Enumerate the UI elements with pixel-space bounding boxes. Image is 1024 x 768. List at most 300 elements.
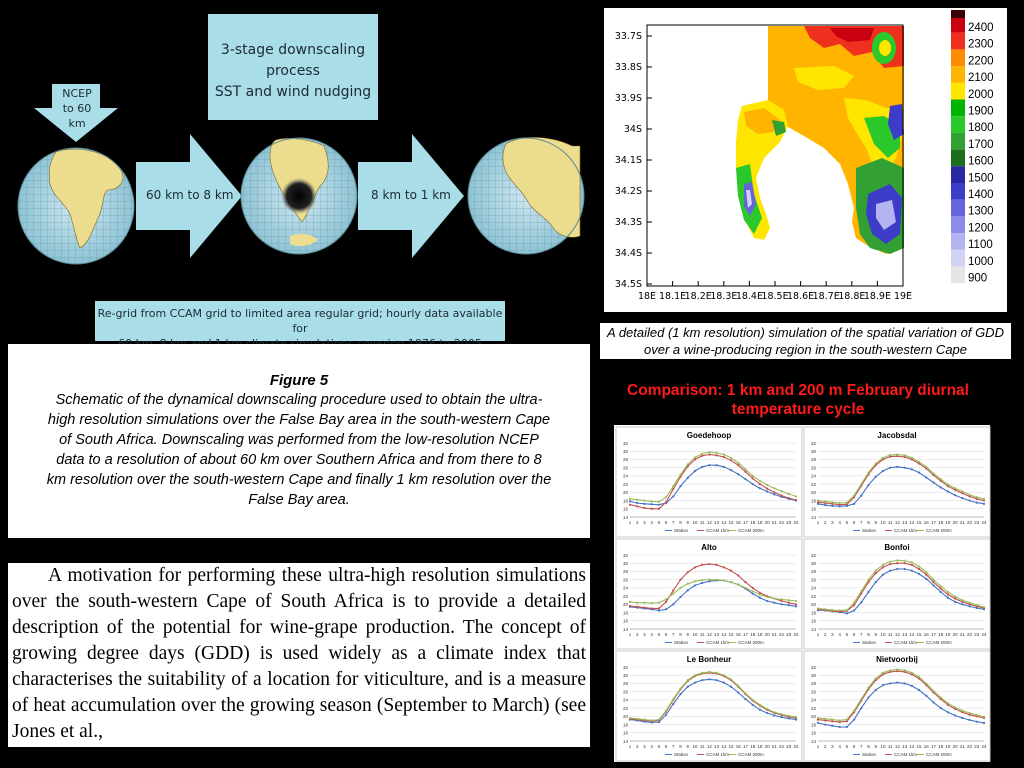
series-point [968, 602, 970, 604]
series-point [708, 579, 710, 581]
y-tick-label: 28 [622, 681, 628, 687]
x-tick-label: 7 [672, 520, 675, 525]
series-point [911, 561, 913, 563]
series-point [701, 453, 703, 455]
y-tick-label: 24 [810, 585, 816, 591]
series-point [679, 693, 681, 695]
series-point [932, 579, 934, 581]
x-tick-label: 3 [831, 520, 834, 525]
series-point [860, 590, 862, 592]
series-point [961, 490, 963, 492]
series-point [846, 726, 848, 728]
series-point [896, 559, 898, 561]
series-point [679, 596, 681, 598]
series-point [716, 679, 718, 681]
series-point [947, 597, 949, 599]
series-point [795, 495, 797, 497]
series-point [723, 579, 725, 581]
series-point [788, 715, 790, 717]
x-tick-label: 11 [887, 744, 893, 749]
series-point [744, 478, 746, 480]
y-tick-label: 26 [810, 465, 816, 471]
series-point [773, 597, 775, 599]
series-point [932, 472, 934, 474]
series-point [752, 483, 754, 485]
y-tick-label: 26 [622, 577, 628, 583]
series-point [759, 597, 761, 599]
series-point [780, 713, 782, 715]
map-x-tick-label: 18.5E [761, 291, 789, 302]
series-point [940, 585, 942, 587]
series-point [679, 474, 681, 476]
series-point [780, 598, 782, 600]
map-x-tick-label: 18.9E [863, 291, 891, 302]
series-point [976, 714, 978, 716]
x-tick-label: 2 [635, 632, 639, 637]
series-point [954, 494, 956, 496]
map-x-tick-label: 18.8E [838, 291, 866, 302]
series-point [752, 593, 754, 595]
x-tick-label: 23 [974, 520, 980, 525]
y-tick-label: 24 [622, 697, 628, 703]
x-tick-label: 16 [735, 632, 741, 637]
x-tick-label: 17 [930, 632, 936, 637]
series-point [853, 609, 855, 611]
series-point [846, 719, 848, 721]
series-point [658, 719, 660, 721]
map-y-tick-label: 34.3S [614, 217, 642, 228]
series-point [918, 461, 920, 463]
title-line: SST and wind nudging [214, 84, 372, 100]
x-tick-label: 10 [880, 520, 886, 525]
x-tick-label: 2 [823, 632, 827, 637]
legend-entry: Station [674, 752, 689, 757]
series-point [911, 564, 913, 566]
x-tick-label: 18 [750, 632, 756, 637]
x-tick-label: 6 [664, 520, 668, 525]
x-tick-label: 23 [974, 744, 980, 749]
y-tick-label: 32 [622, 552, 628, 558]
x-tick-label: 1 [816, 520, 820, 525]
x-tick-label: 22 [779, 520, 785, 525]
y-tick-label: 30 [622, 561, 628, 567]
series-point [679, 579, 681, 581]
series-point [737, 685, 739, 687]
x-tick-label: 13 [902, 520, 908, 525]
x-tick-label: 21 [771, 520, 777, 525]
series-point [672, 698, 674, 700]
series-point [976, 496, 978, 498]
series-point [759, 593, 761, 595]
figure-caption-text: Schematic of the dynamical downscaling procedure used to obtain the ultra-high resolution simulations over the False Bay area in the south-western Cape of South Africa. Downscaling was performed from the low-resolution NCEP data to a resolution of about 60 km over Southern Africa and from there to 8 km resolution over the south-western Cape and finally 1 km resolution over the False Bay area. [46, 392, 552, 508]
series-point [687, 571, 689, 573]
comparison-heading: Comparison: 1 km and 200 m February diurnal temperature cycle [627, 382, 969, 418]
series-point [687, 477, 689, 479]
series-point [875, 581, 877, 583]
x-tick-label: 12 [706, 520, 712, 525]
series-point [716, 564, 718, 566]
series-point [940, 591, 942, 593]
x-tick-label: 23 [786, 520, 792, 525]
legend-label: 1300 [968, 205, 994, 218]
series-point [701, 679, 703, 681]
series-point [723, 466, 725, 468]
map-caption: A detailed (1 km resolution) simulation of the spatial variation of GDD over a wine-producing region in the south-western Cape [600, 323, 1011, 359]
map-y-tick-label: 34.4S [614, 248, 642, 259]
x-tick-label: 21 [771, 744, 777, 749]
series-point [831, 501, 833, 503]
series-point [629, 605, 631, 607]
y-tick-label: 32 [810, 664, 816, 670]
series-point [737, 691, 739, 693]
x-tick-label: 17 [742, 744, 748, 749]
diurnal-chart [616, 427, 802, 537]
series-point [882, 564, 884, 566]
y-tick-label: 22 [810, 593, 816, 599]
diurnal-chart [804, 427, 990, 537]
series-point [737, 473, 739, 475]
series-point [904, 568, 906, 570]
series-point [679, 687, 681, 689]
series-point [904, 562, 906, 564]
diurnal-chart [804, 539, 990, 649]
series-point [658, 602, 660, 604]
y-tick-label: 32 [810, 552, 816, 558]
series-point [744, 692, 746, 694]
x-tick-label: 21 [959, 520, 965, 525]
gdd-map-field [736, 26, 904, 254]
legend-label: 1200 [968, 222, 994, 235]
series-point [658, 501, 660, 503]
legend-label: 1400 [968, 189, 994, 201]
y-tick-label: 16 [622, 506, 628, 512]
series-point [976, 604, 978, 606]
series-point [817, 717, 819, 719]
x-tick-label: 19 [945, 744, 951, 749]
x-tick-label: 2 [635, 744, 639, 749]
x-tick-label: 11 [887, 632, 893, 637]
x-tick-label: 20 [952, 744, 958, 749]
x-tick-label: 20 [764, 520, 770, 525]
y-tick-label: 22 [622, 593, 628, 599]
series-point [752, 475, 754, 477]
map-x-tick-label: 18.2E [684, 291, 712, 302]
series-point [643, 507, 645, 509]
series-point [665, 598, 667, 600]
x-tick-label: 11 [699, 520, 705, 525]
x-tick-label: 4 [838, 632, 841, 637]
series-point [665, 601, 667, 603]
y-tick-label: 16 [810, 618, 816, 624]
arrow2-label: 8 km to 1 km [371, 188, 451, 202]
x-tick-label: 18 [938, 632, 944, 637]
series-point [716, 464, 718, 466]
x-tick-label: 3 [643, 744, 646, 749]
series-point [651, 719, 653, 721]
map-x-tick-label: 19E [893, 291, 913, 302]
series-point [882, 457, 884, 459]
diurnal-chart [616, 539, 802, 649]
series-point [795, 716, 797, 718]
downscaling-title-box [208, 14, 378, 120]
x-tick-label: 5 [657, 632, 661, 637]
y-tick-label: 30 [622, 449, 628, 455]
series-point [867, 484, 869, 486]
legend-entry: CCAM 200m [738, 640, 764, 645]
series-point [773, 602, 775, 604]
series-point [730, 457, 732, 459]
x-tick-label: 9 [686, 744, 689, 749]
x-tick-label: 10 [880, 744, 886, 749]
series-point [737, 584, 739, 586]
x-tick-label: 14 [721, 520, 727, 525]
series-point [925, 574, 927, 576]
series-point [716, 579, 718, 581]
y-tick-label: 22 [810, 705, 816, 711]
y-tick-label: 14 [810, 626, 816, 632]
series-point [795, 603, 797, 605]
legend-entry: Station [862, 528, 877, 533]
x-tick-label: 9 [874, 744, 877, 749]
series-point [665, 496, 667, 498]
y-tick-label: 28 [622, 569, 628, 575]
legend-label: 1000 [968, 255, 994, 268]
series-point [889, 682, 891, 684]
x-tick-label: 6 [852, 744, 856, 749]
series-point [636, 606, 638, 608]
x-tick-label: 14 [721, 744, 727, 749]
series-point [932, 584, 934, 586]
x-tick-label: 15 [728, 744, 734, 749]
series-point [687, 583, 689, 585]
y-tick-label: 28 [810, 457, 816, 463]
x-tick-label: 7 [860, 520, 863, 525]
series-point [723, 566, 725, 568]
series-point [752, 587, 754, 589]
series-point [651, 602, 653, 604]
x-tick-label: 17 [742, 520, 748, 525]
x-tick-label: 10 [692, 744, 698, 749]
legend-entry: Station [862, 752, 877, 757]
series-point [766, 596, 768, 598]
series-point [780, 716, 782, 718]
series-point [788, 497, 790, 499]
map-y-tick-label: 33.9S [614, 93, 642, 104]
chart-title: Bonfoi [884, 543, 910, 552]
series-point [925, 476, 927, 478]
chart-title: Nietvoorbij [876, 655, 918, 664]
y-tick-label: 24 [622, 585, 628, 591]
series-point [752, 590, 754, 592]
y-tick-label: 26 [810, 689, 816, 695]
x-tick-label: 18 [938, 744, 944, 749]
x-tick-label: 1 [816, 632, 820, 637]
y-tick-label: 20 [810, 490, 816, 496]
series-point [954, 714, 956, 716]
series-point [679, 587, 681, 589]
series-point [853, 503, 855, 505]
x-tick-label: 8 [679, 520, 682, 525]
x-tick-label: 4 [838, 744, 841, 749]
series-point [932, 581, 934, 583]
series-point [940, 486, 942, 488]
series-point [708, 678, 710, 680]
series-point [940, 707, 942, 709]
y-tick-label: 14 [622, 514, 628, 520]
series-point [672, 589, 674, 591]
legend-entry: CCAM 1km [706, 640, 730, 645]
series-point [882, 470, 884, 472]
x-tick-label: 15 [916, 632, 922, 637]
legend-label: 1600 [968, 155, 994, 168]
series-point [780, 495, 782, 497]
series-point [694, 456, 696, 458]
series-point [860, 601, 862, 603]
series-point [766, 600, 768, 602]
series-point [716, 452, 718, 454]
series-point [918, 472, 920, 474]
series-point [766, 490, 768, 492]
series-point [658, 607, 660, 609]
x-tick-label: 22 [967, 744, 973, 749]
y-tick-label: 32 [622, 440, 628, 446]
series-point [889, 467, 891, 469]
series-point [730, 469, 732, 471]
series-point [896, 682, 898, 684]
series-point [629, 717, 631, 719]
series-point [896, 568, 898, 570]
series-point [954, 487, 956, 489]
x-tick-label: 24 [981, 744, 987, 749]
y-tick-label: 30 [622, 673, 628, 679]
series-point [629, 498, 631, 500]
map-y-tick-label: 34.5S [614, 279, 642, 290]
y-tick-label: 24 [622, 473, 628, 479]
series-point [889, 570, 891, 572]
series-point [882, 566, 884, 568]
series-point [961, 497, 963, 499]
series-point [759, 487, 761, 489]
x-tick-label: 2 [823, 744, 827, 749]
map-y-tick-label: 33.8S [614, 62, 642, 73]
y-tick-label: 14 [622, 738, 628, 744]
series-point [918, 676, 920, 678]
y-tick-label: 30 [810, 561, 816, 567]
globe-8km [241, 138, 357, 254]
series-point [889, 669, 891, 671]
x-tick-label: 12 [894, 744, 900, 749]
series-point [730, 570, 732, 572]
x-tick-label: 7 [672, 632, 675, 637]
x-tick-label: 7 [860, 744, 863, 749]
series-point [672, 495, 674, 497]
ncep-label [34, 86, 120, 131]
series-point [773, 487, 775, 489]
series-point [723, 682, 725, 684]
chart-title: Jacobsdal [877, 431, 917, 440]
series-point [651, 508, 653, 510]
map-x-tick-label: 18.1E [659, 291, 687, 302]
y-tick-label: 18 [622, 722, 628, 728]
title-line: process [266, 63, 320, 79]
x-tick-label: 8 [679, 632, 682, 637]
x-tick-label: 1 [628, 632, 632, 637]
diurnal-chart [804, 651, 990, 761]
series-point [918, 573, 920, 575]
downscaling-schematic [12, 12, 580, 342]
arrow1-label: 60 km to 8 km [146, 188, 234, 202]
series-point [983, 722, 985, 724]
series-point [947, 591, 949, 593]
legend-swatch [951, 83, 965, 100]
series-point [940, 588, 942, 590]
x-tick-label: 12 [706, 744, 712, 749]
x-tick-label: 22 [779, 632, 785, 637]
x-tick-label: 3 [831, 632, 834, 637]
series-point [947, 711, 949, 713]
series-point [824, 500, 826, 502]
x-tick-label: 21 [771, 632, 777, 637]
x-tick-label: 9 [686, 632, 689, 637]
series-point [911, 457, 913, 459]
series-point [788, 602, 790, 604]
series-point [875, 462, 877, 464]
series-point [860, 483, 862, 485]
x-tick-label: 18 [938, 520, 944, 525]
series-point [831, 719, 833, 721]
legend-entry: CCAM 1km [706, 528, 730, 533]
y-tick-label: 24 [810, 473, 816, 479]
x-tick-label: 24 [793, 632, 799, 637]
series-point [875, 476, 877, 478]
legend-swatch [951, 150, 965, 167]
x-tick-label: 9 [874, 632, 877, 637]
legend-label: 1500 [968, 172, 994, 185]
series-point [643, 499, 645, 501]
series-point [968, 499, 970, 501]
x-tick-label: 3 [643, 520, 646, 525]
x-tick-label: 12 [894, 520, 900, 525]
x-tick-label: 2 [635, 520, 639, 525]
series-point [853, 719, 855, 721]
series-point [701, 579, 703, 581]
series-point [766, 488, 768, 490]
x-tick-label: 13 [714, 632, 720, 637]
series-point [701, 455, 703, 457]
y-tick-label: 20 [810, 714, 816, 720]
y-tick-label: 28 [810, 569, 816, 575]
legend-swatch [951, 33, 965, 50]
x-tick-label: 4 [650, 632, 653, 637]
x-tick-label: 22 [967, 520, 973, 525]
series-point [629, 500, 631, 502]
body-paragraph: A motivation for performing these ultra-high resolution simulations over the south-western Cape of South Africa is to provide a detailed description of the potential for wine-grape production. The concept of growing degree days (GDD) is used widely as a climate index that characterises the suitability of a location for viticulture, and is a measure of heat accumulation over the growing season (September to March) (see Jones et al., [8, 563, 590, 747]
x-tick-label: 8 [679, 744, 682, 749]
legend-entry: CCAM 1km [894, 528, 918, 533]
series-point [817, 722, 819, 724]
ncep-label-line: to 60 [62, 102, 92, 115]
x-tick-label: 7 [672, 744, 675, 749]
series-point [672, 593, 674, 595]
legend-swatch [951, 100, 965, 117]
series-point [708, 453, 710, 455]
y-tick-label: 20 [622, 602, 628, 608]
series-point [954, 706, 956, 708]
series-point [968, 719, 970, 721]
x-tick-label: 15 [728, 632, 734, 637]
series-point [795, 600, 797, 602]
x-tick-label: 17 [742, 632, 748, 637]
